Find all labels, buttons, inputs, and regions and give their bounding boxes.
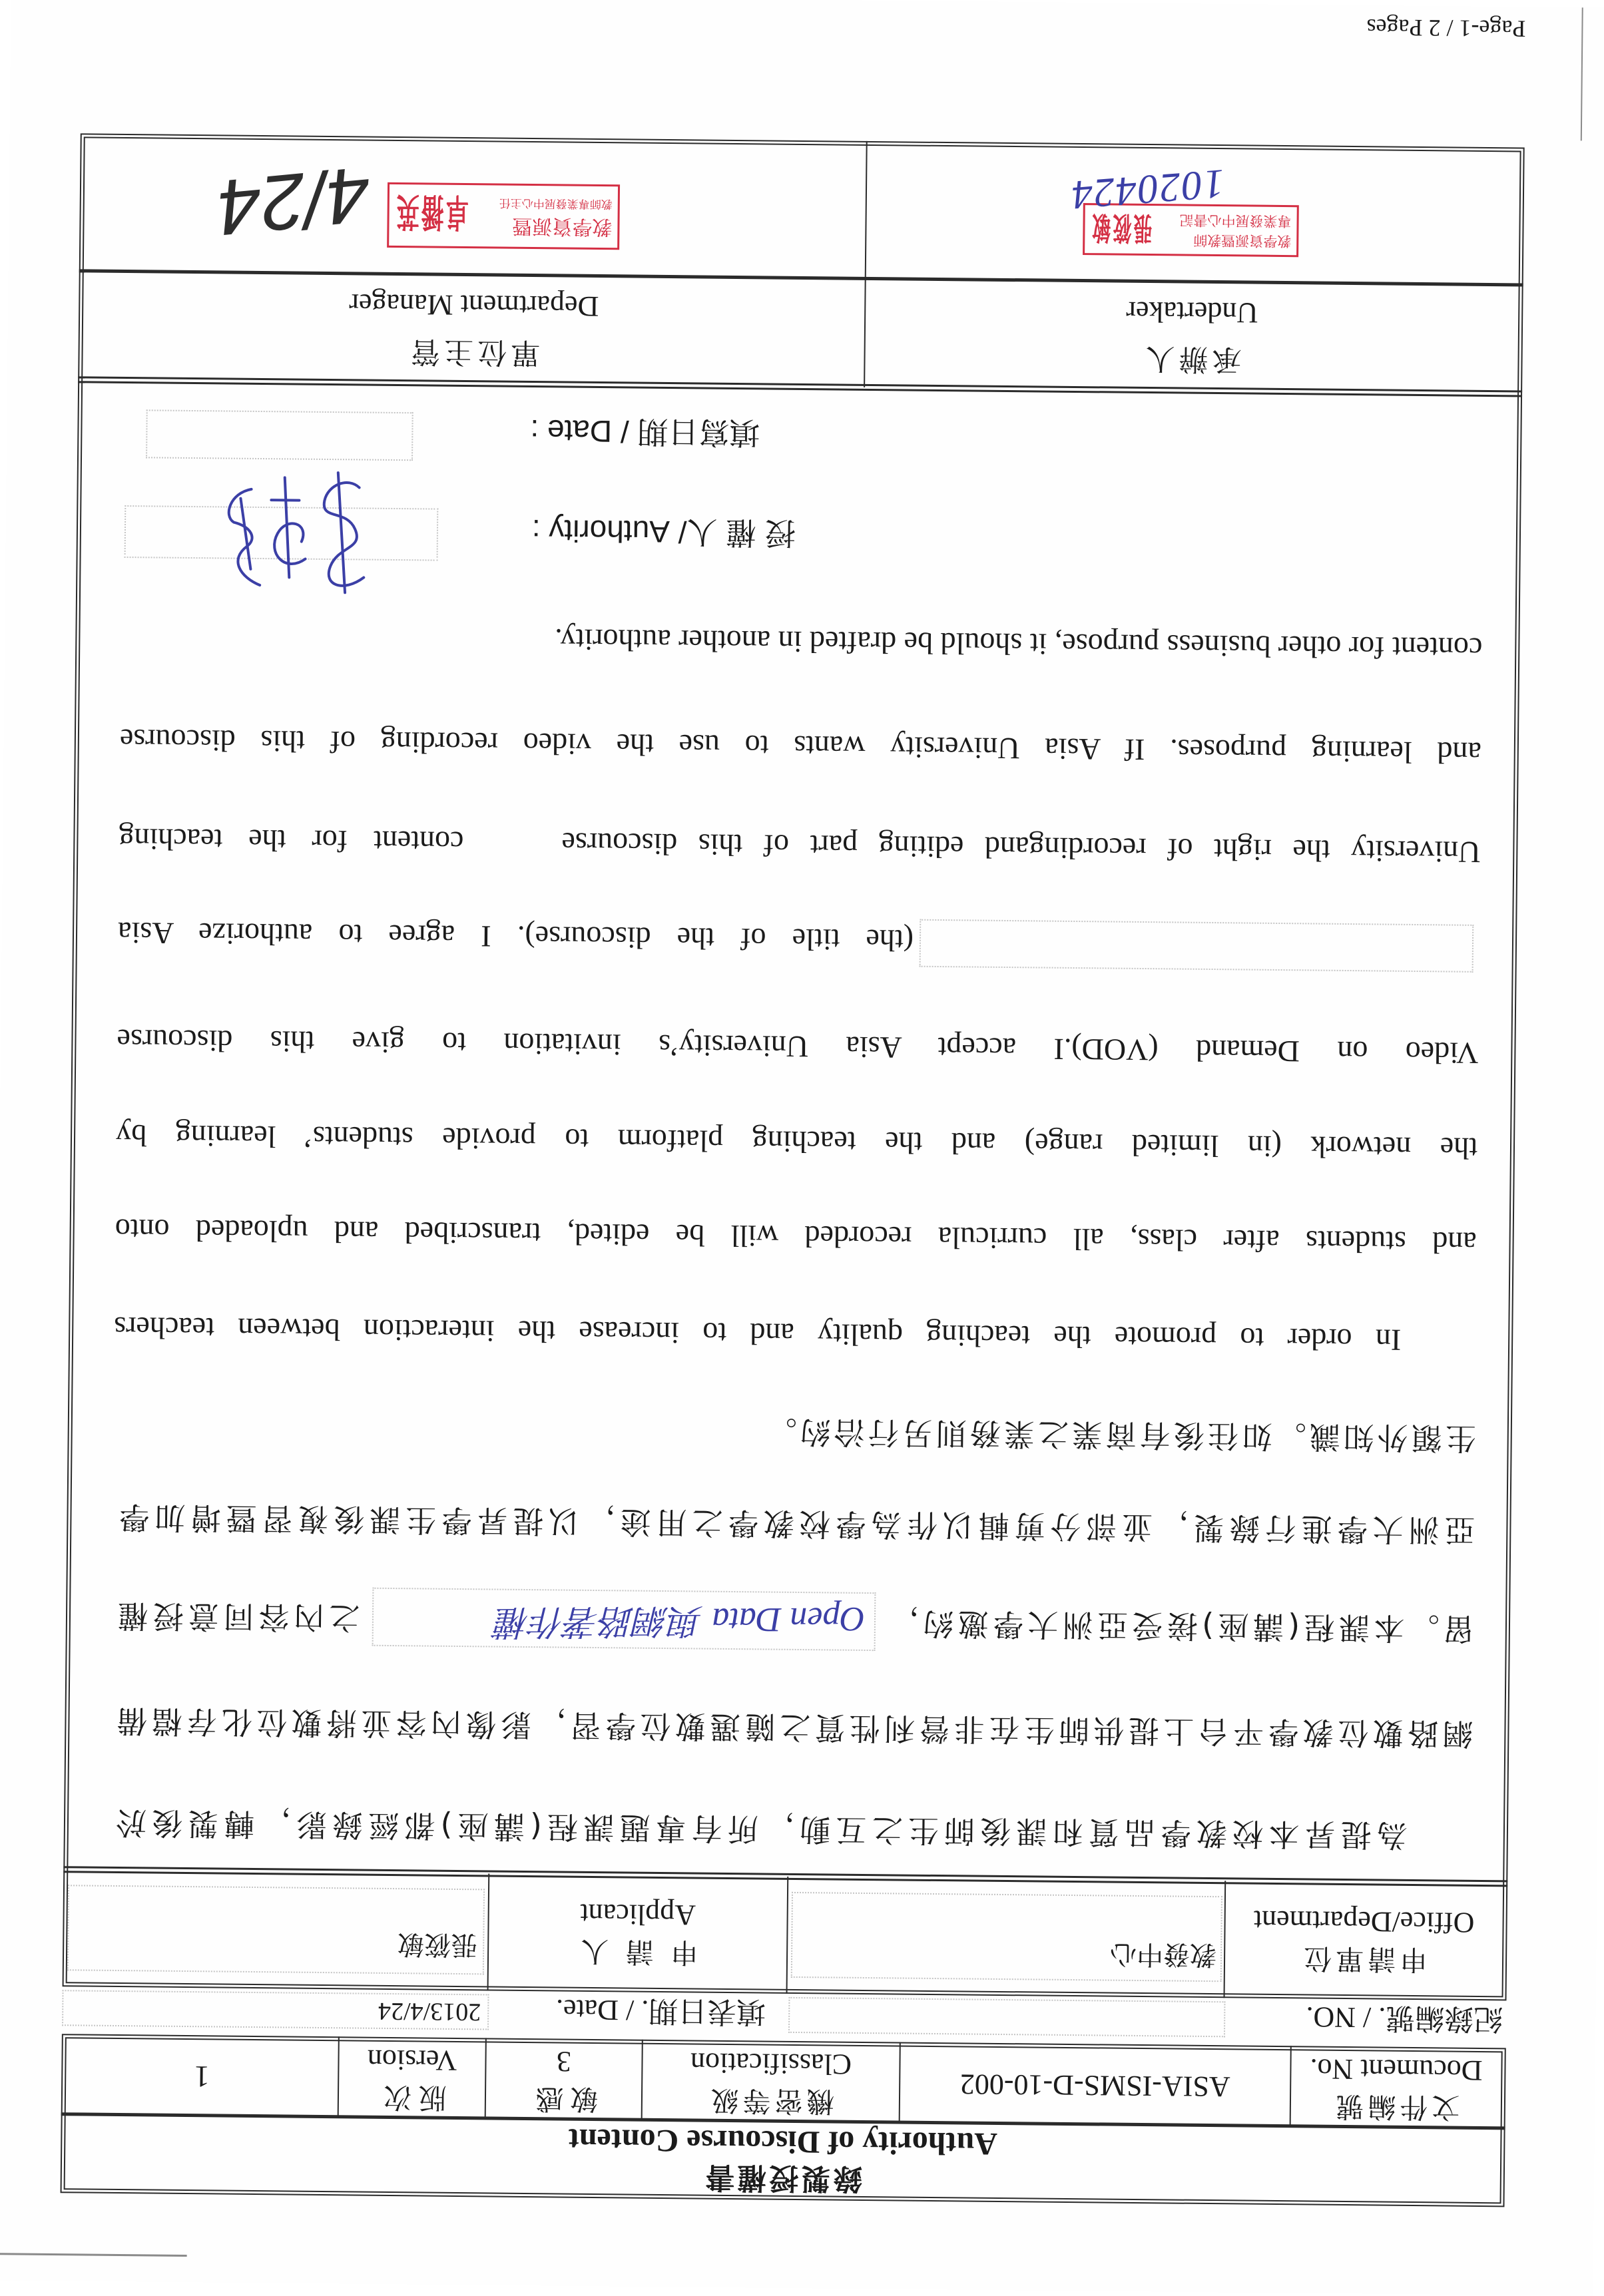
- scan-edge-vertical: [1581, 7, 1583, 140]
- statement-en-line: (the title of the discourse). I agree to authorize Asia: [117, 915, 914, 958]
- manager-label-cell: [83, 272, 864, 383]
- classification-level: 3: [556, 2045, 572, 2079]
- undertaker-label-en: Undertaker: [1126, 295, 1258, 330]
- statement-zh-line: 為提昇本校教學品質和課後師生之互動，所有專題課程(講座)都經錄影，轉製後於: [115, 1804, 1408, 1853]
- version-value: 1: [194, 2060, 210, 2094]
- statement-en-line: In order to promote the teaching quality and to increase the interaction between teachers: [114, 1310, 1402, 1357]
- manager-stamp-name: 卓播英: [394, 188, 469, 235]
- undertaker-stamp-name: 張筱敏: [1090, 208, 1153, 247]
- record-no-field: [788, 1997, 1225, 2037]
- applicant-value: 張筱敏: [398, 1929, 478, 1960]
- manager-label-en: Department Manager: [349, 288, 599, 323]
- record-no-label: 紀錄編號. / NO.: [1306, 2000, 1503, 2036]
- fill-date-value: 2013/4/24: [378, 1996, 481, 2026]
- statement-zh-line: 之內容同意授權: [117, 1597, 360, 1636]
- undertaker-label-zh: 承辦人: [1141, 341, 1242, 377]
- document-title-en: Authority of Discourse Content: [568, 2122, 998, 2162]
- office-label-zh: 申請單位: [1299, 1942, 1428, 1976]
- version-label-zh: 版次: [377, 2081, 447, 2115]
- document-no-label-en: Document No.: [1310, 2053, 1483, 2088]
- page-number: Page-1 / 2 Pages: [1366, 14, 1526, 43]
- manager-stamp-line1: 教學資源暨: [512, 214, 613, 239]
- statement-en-line: the network (in limited range) and the teaching platform to provide students’ learning by: [115, 1118, 1478, 1166]
- authorization-date-field: [146, 409, 413, 461]
- statement-en-line: content for other business purpose, it should be drafted in another authority.: [554, 622, 1483, 666]
- statement-zh-line: 亞洲大學進行錄製，並部分剪輯以作為學校教學之用途，以提昇學生課後複習暨增加學: [119, 1499, 1475, 1548]
- statement-zh-line: 網路數位教學平台上提供師生在非營利性質之隨選數位學習，影像內容並將數位化存檔備: [117, 1702, 1473, 1752]
- manager-stamp-title: [499, 193, 613, 240]
- manager-stamp: [387, 182, 620, 250]
- statement-en-line: and learning purposes. If Asia University wants to use the video recording of this discourse: [119, 722, 1482, 770]
- statement-en-line: and students after class, all curricula recorded will be edited, transcribed and uploaded onto: [115, 1212, 1477, 1260]
- classification-label-cell: [643, 2044, 900, 2121]
- version-value-cell: [66, 2038, 338, 2115]
- undertaker-stamp-title: [1179, 210, 1292, 251]
- office-label-cell: [1225, 1884, 1503, 1996]
- applicant-label-zh: 申 請 人: [577, 1935, 699, 1969]
- office-label-en: Office/Department: [1253, 1904, 1475, 1939]
- version-label-cell: [339, 2041, 485, 2116]
- title-cell: [65, 2116, 1501, 2202]
- undertaker-handwritten-date: 1020424: [1069, 160, 1226, 218]
- version-label-en: Version: [367, 2044, 457, 2078]
- undertaker-label-cell: [865, 280, 1518, 391]
- office-field: [791, 1892, 1222, 1982]
- discourse-title-en-field: [920, 919, 1474, 973]
- discourse-title-handwritten: Open Data 與網路著作權: [495, 1600, 866, 1641]
- classification-value-cell: [486, 2042, 642, 2118]
- document-no-label-zh: 文件編號: [1332, 2090, 1460, 2125]
- applicant-label-cell: [489, 1877, 788, 1988]
- document-no-label-cell: [1291, 2050, 1501, 2126]
- manager-stamp-line2: 教師專業發展中心主任: [499, 196, 613, 211]
- statement-en-line: University the right of recordingand editing part of this discourse: [561, 826, 1481, 869]
- manager-label-zh: 單位主管: [406, 334, 541, 370]
- classification-value-zh: 敏感: [529, 2082, 599, 2116]
- document-title-zh: 錄製授權書: [702, 2160, 863, 2196]
- statement-en-line: content for the teaching: [119, 821, 464, 860]
- fill-date-field: [62, 1990, 489, 2030]
- scan-edge-horizontal: [0, 2253, 187, 2257]
- applicant-field: [67, 1885, 485, 1974]
- statement-zh-line: 生額外知識。如往後有商業之業務則另行洽約。: [762, 1413, 1476, 1457]
- undertaker-stamp-line2: 專業發展中心書記: [1179, 212, 1292, 230]
- fill-date-label: 填表日期. / Date.: [555, 1993, 766, 2028]
- applicant-label-en: Applicant: [580, 1897, 696, 1932]
- statement-zh-line: 留。本課程(講座)接受亞洲大學邀約，: [888, 1605, 1475, 1647]
- authorization-date-label: 填寫日期 / Date :: [530, 413, 760, 451]
- document-no-value-cell: [900, 2047, 1290, 2125]
- manager-handwritten-date: 4/24: [214, 149, 375, 252]
- classification-label-en: Classification: [690, 2046, 852, 2082]
- classification-label-zh: 機密等級: [706, 2084, 835, 2119]
- discourse-title-zh-field: [372, 1588, 876, 1651]
- statement-en-line: Video on Demand (VOD).I accept Asia University’s invitation to give this discourse: [117, 1023, 1479, 1070]
- document-no-value: ASIA-ISMS-D-10-002: [959, 2068, 1230, 2104]
- authority-label: 授 權 人/ Authority :: [531, 513, 796, 551]
- office-value: 教發中心: [1109, 1938, 1217, 1970]
- authority-signature: [215, 468, 385, 600]
- undertaker-stamp-line1: 教學資源暨教師: [1193, 232, 1292, 250]
